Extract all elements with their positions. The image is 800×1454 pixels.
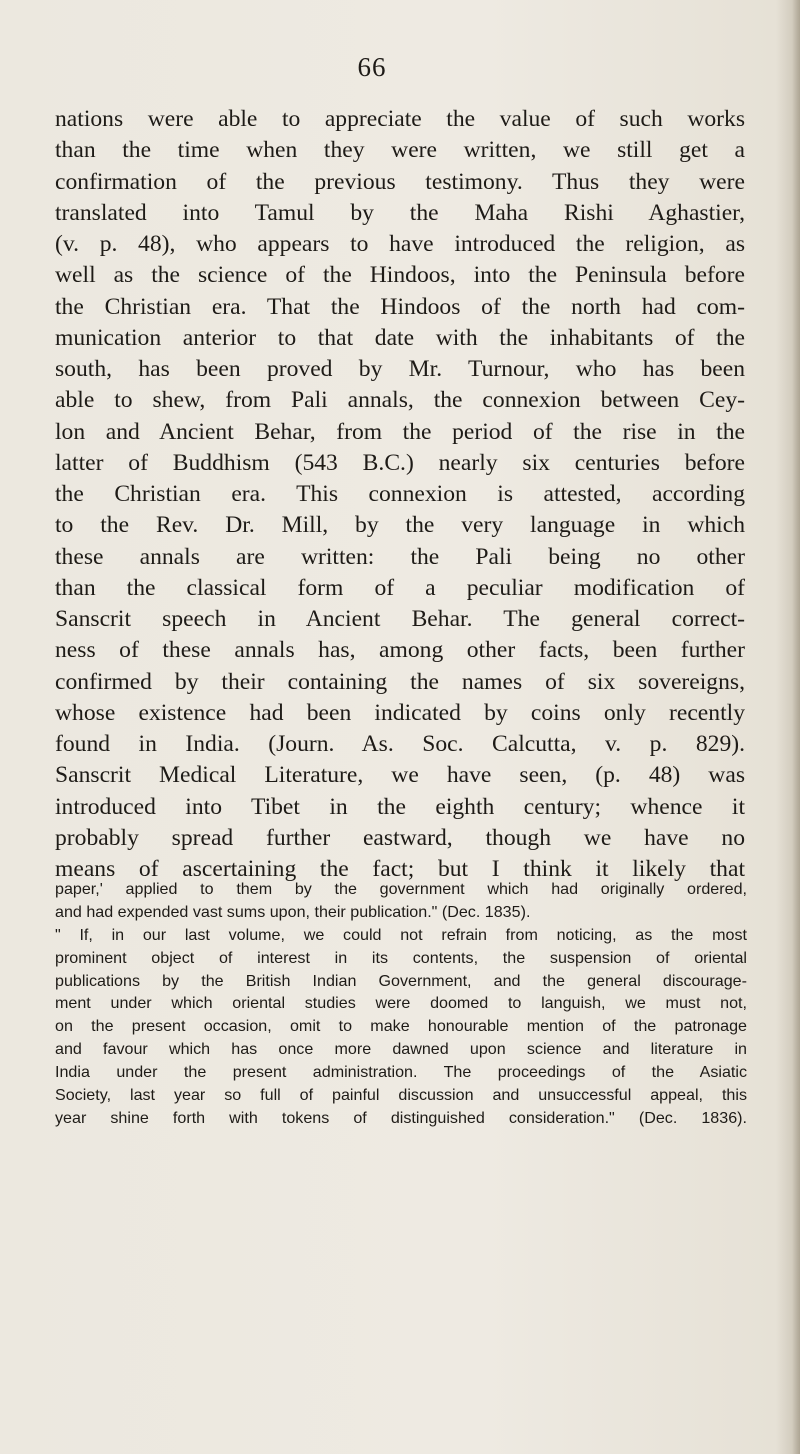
body-line: south, has been proved by Mr. Turnour, who has been <box>55 356 745 382</box>
body-line: (v. p. 48), who appears to have introduced the religion, as <box>55 231 745 257</box>
footnote-line: paper,' applied to them by the government which had originally ordered, <box>55 880 747 898</box>
footnote-text <box>55 878 747 1130</box>
body-line: confirmation of the previous testimony. Thus they were <box>55 168 745 195</box>
body-line: whose existence had been indicated by coins only recently <box>55 699 745 726</box>
body-line: able to shew, from Pali annals, the connexion between Cey- <box>55 387 745 414</box>
body-line: found in India. (Journ. As. Soc. Calcutta, v. p. 829). <box>55 731 745 757</box>
footnote-line: year shine forth with tokens of distinguished consideration." (Dec. 1836). <box>55 1108 747 1127</box>
footnote-line: and had expended vast sums upon, their publication." (Dec. 1835). <box>55 902 531 921</box>
body-line: nations were able to appreciate the value of such works <box>55 106 745 132</box>
body-line: Sanscrit Medical Literature, we have seen, (p. 48) was <box>55 762 745 789</box>
body-line: than the classical form of a peculiar modification of <box>55 574 745 601</box>
footnote-line: ment under which oriental studies were doomed to languish, we must not, <box>55 994 747 1013</box>
body-line: than the time when they were written, we still get a <box>55 137 745 164</box>
footnote-line: Society, last year so full of painful discussion and unsuccessful appeal, this <box>55 1086 747 1105</box>
body-line: translated into Tamul by the Maha Rishi Aghastier, <box>55 199 745 226</box>
footnote-line: publications by the British Indian Government, and the general discourage- <box>55 971 747 990</box>
body-line: confirmed by their containing the names of six sovereigns, <box>55 668 745 695</box>
body-line: Sanscrit speech in Ancient Behar. The general correct- <box>55 606 745 632</box>
footnote-line: prominent object of interest in its contents, the suspension of oriental <box>55 948 747 967</box>
body-line: munication anterior to that date with the inhabitants of the <box>55 324 745 351</box>
body-line: introduced into Tibet in the eighth century; whence it <box>55 793 745 820</box>
body-line: these annals are written: the Pali being no other <box>55 543 745 570</box>
body-line: ness of these annals has, among other facts, been further <box>55 637 745 664</box>
body-line: lon and Ancient Behar, from the period of the rise in the <box>55 418 745 445</box>
body-line: the Christian era. This connexion is attested, according <box>55 481 745 507</box>
page-number: 66 <box>357 52 387 82</box>
body-line: to the Rev. Dr. Mill, by the very language in which <box>55 512 745 539</box>
body-line: means of ascertaining the fact; but I think it likely that <box>55 856 745 882</box>
body-line: latter of Buddhism (543 B.C.) nearly six centuries before <box>55 449 745 476</box>
body-line: probably spread further eastward, though we have no <box>55 824 745 851</box>
main-body-text <box>55 104 745 885</box>
footnote-line: India under the present administration. The proceedings of the Asiatic <box>55 1063 747 1082</box>
body-line: well as the science of the Hindoos, into the Peninsula before <box>55 262 745 289</box>
footnote-line: and favour which has once more dawned upon science and literature in <box>55 1040 747 1059</box>
body-line: the Christian era. That the Hindoos of the north had com- <box>55 293 745 320</box>
page-edge-shadow <box>792 0 800 1454</box>
footnote-line: on the present occasion, omit to make honourable mention of the patronage <box>55 1017 747 1036</box>
footnote-line: " If, in our last volume, we could not refrain from noticing, as the most <box>55 925 747 944</box>
